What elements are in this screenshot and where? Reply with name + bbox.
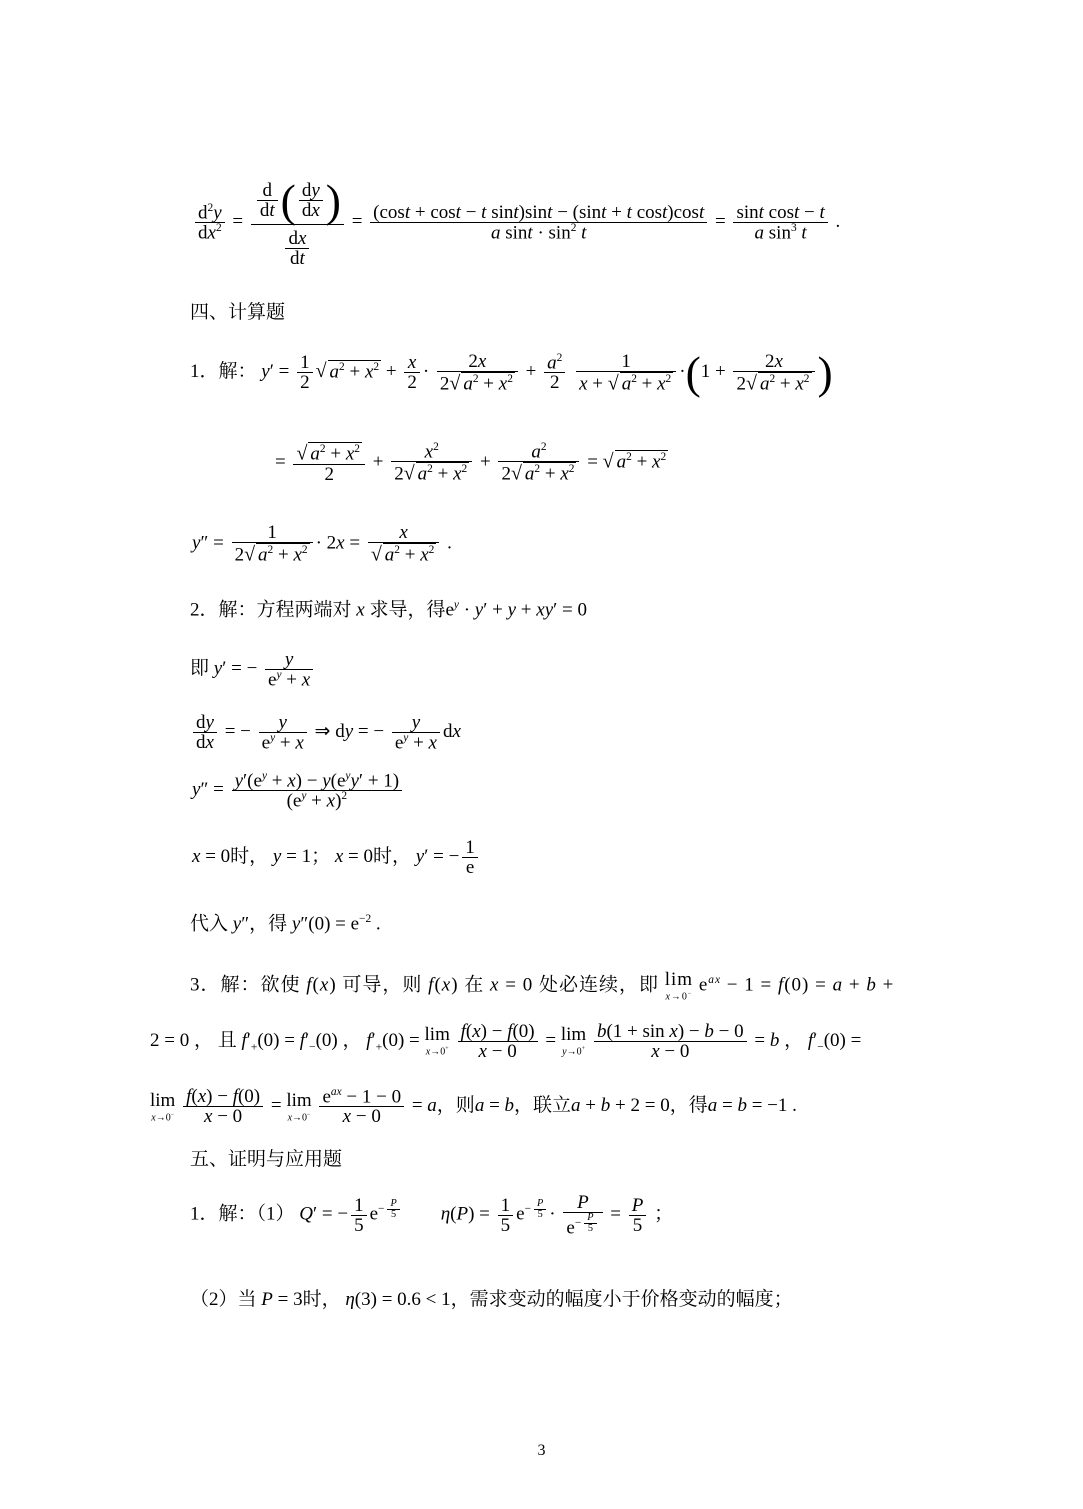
label-4-3: 3．解：欲使 [190, 974, 301, 996]
label-4-3d: 处必连续，即 [538, 974, 659, 996]
label-4-1: 1．解： [190, 361, 257, 383]
label-dairu: 代入 [190, 913, 229, 935]
formula-4-2-line5: x = 0时， y = 1； x = 0时， y′ = − $\frac{1}{e}$ [192, 838, 481, 877]
formula-4-1-third: y″ = $\frac{1}{2√ a^2 + x^2}$ · 2x = $\frac{x}{√ a^2 + x^2}$ . [192, 522, 452, 566]
label-shi: 时， [230, 845, 269, 867]
label-5-2b: 时， [302, 1289, 341, 1310]
formula-4-2-line3: $\frac{dy}{dx}$ = − $\frac{y}{e^y + x}$ ⇒ dy = − $\frac{y}{e^y + x}$ dx [190, 713, 461, 752]
formula-4-3-line2: 2 = 0 ， 且 $f'_+(0) = f'_-(0)$ ， $f'_+(0) = \lim$ x→0+ $\frac{f(x) - f(0)}{x - 0}$ = lim y→0+ $\frac{\text{b(1 + sin x) − b − 0}}{x - 0}$ = b ， $f'_-(0)$ = [150, 1021, 862, 1062]
label-qie: 且 [217, 1029, 237, 1051]
formula-4-2-line1: 2．解：方程两端对 x 求导，得$e^y \cdot y' + y + xy' = 0$ [190, 599, 588, 621]
formula-4-2-line2: 即 y′ = − $\frac{y}{e^y + x}$ [190, 650, 316, 689]
formula-4-1-first: 1．解： y′ = $\frac{1}{2}$ √ $a^2 + x^2$ + $\frac{x}{2}$ · $\frac{2x}{2√ a^2 + x^2}$ + $\frac{a^2}{2}$ $\frac{1}{x + √ a^2 + x^2}$ ·(1 + $\frac{2x}{2√ a^2 + x^2}$ ) [190, 347, 833, 398]
label-4-2b: 求导，得 [369, 599, 446, 621]
formula-4-3-line1: 3．解：欲使 f(x) 可导，则 f(x) 在 x = 0 处必连续，即 lim x→0− $e^{ax} - 1 = f(0) = a + b$ + [190, 969, 895, 1003]
section-four-title: 四、计算题 [190, 302, 286, 323]
page-number: 3 [537, 1442, 546, 1459]
label-de: ，得 [249, 913, 288, 935]
label-5-1: 1．解：（1） [190, 1203, 295, 1225]
formula-5-1: 1．解：（1） Q′ = − $\frac{1}{5}$ $e^{- \frac{P}{5}}$ η(P) = $\frac{1}{5}$ $e^{- \frac{P}{5}}$ · P $e^{- \frac{P}{5}}$ = $\frac{P}{5}$ ； [190, 1192, 674, 1239]
label-4-2: 2．解：方程两端对 [190, 599, 352, 621]
label-lianli: ，联立 [514, 1095, 572, 1117]
formula-4-2-line4: y″ = $\frac{y'(e^y + x) - y(e^yy' + 1)}{(e^y + x)^2}$ [192, 771, 405, 811]
formula-4-2-line6: 代入 y″，得 $y''(0) = e^{-2}$ . [190, 913, 381, 935]
label-4-3c: 在 [464, 974, 485, 996]
label-ze: ，则 [436, 1095, 475, 1117]
label-shi-2: 时， [373, 845, 412, 867]
label-semicolon: ； [311, 845, 331, 867]
section-five-title: 五、证明与应用题 [190, 1149, 343, 1170]
formula-4-1-second: = $\frac{√ a^2 + x^2}{2}$ + $\frac{x^2}{2√ a^2 + x^2}$ + $\frac{a^2}{2√ a^2 + x^2}$ = √ $a^2 + x^2$ [275, 441, 667, 486]
label-ji: 即 [190, 658, 210, 680]
formula-5-2: （2）当 P = 3时， η(3) = 0.6 < 1，需求变动的幅度小于价格变动的幅度； [190, 1289, 793, 1310]
formula-second-derivative: $\frac{d^2y}{dx^2}$ = $\frac{d}{dt}$ ( $\frac{dy}{dx}$ ) $\frac{dx}{dt}$ = $\frac{\text{(cost + cost − t sint)sint − (sint + t cost)cost}}{a \sin t \cdot \sin^2 t}$ = $\frac{\text{sint cost − t}}{a \sin^3 t}$ . [192, 178, 840, 268]
label-de2: ，得 [669, 1095, 708, 1117]
label-5-2c: ，需求变动的幅度小于价格变动的幅度； [450, 1289, 793, 1310]
label-4-3b: 可导，则 [342, 974, 423, 996]
formula-4-3-line3: lim x→0− $\frac{f(x) - f(0)}{x - 0}$ = lim x→0− $\frac{e^{ax} - 1 - 0}{x - 0}$ = a，则a = b，联立a + b + 2 = 0，得a = b = −1 . [150, 1086, 797, 1128]
label-5-2a: （2）当 [190, 1289, 257, 1310]
